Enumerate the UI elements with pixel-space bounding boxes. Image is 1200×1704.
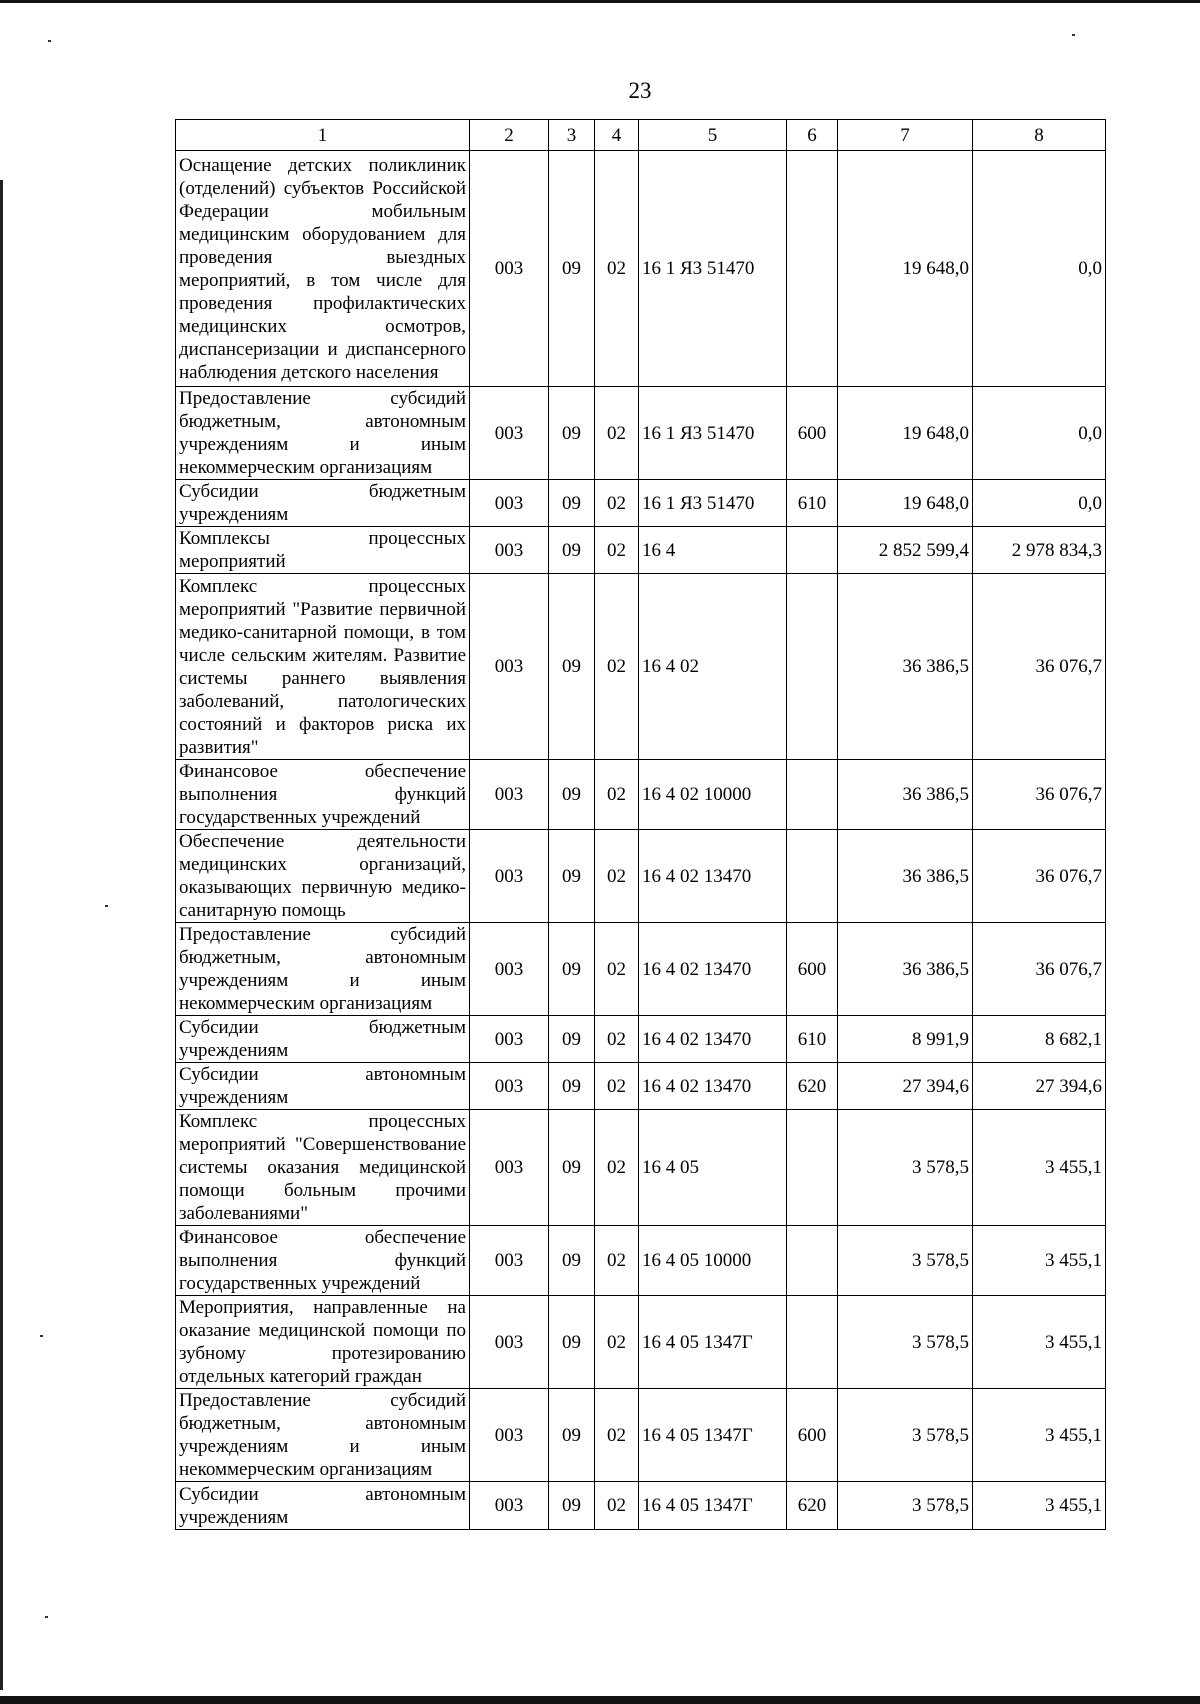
row-cell-3: 09 [549, 387, 595, 480]
row-cell-7: 19 648,0 [838, 151, 973, 387]
header-cell-7: 7 [838, 120, 973, 151]
row-cell-2: 003 [470, 151, 549, 387]
row-cell-5: 16 4 02 13470 [639, 830, 787, 923]
row-cell-2: 003 [470, 1063, 549, 1110]
scan-speck [48, 40, 51, 42]
table-row [176, 574, 1106, 760]
row-cell-7: 19 648,0 [838, 480, 973, 527]
row-name-cell: Субсидии автономным учреждениям [176, 1482, 470, 1530]
header-cell-4: 4 [595, 120, 639, 151]
row-cell-2: 003 [470, 574, 549, 760]
row-cell-8: 8 682,1 [973, 1016, 1106, 1063]
row-cell-4: 02 [595, 574, 639, 760]
table-body [176, 120, 1106, 1530]
row-cell-8: 36 076,7 [973, 574, 1106, 760]
scan-speck [1072, 34, 1075, 36]
header-cell-1: 1 [176, 120, 470, 151]
row-cell-6: 600 [787, 923, 838, 1016]
row-cell-4: 02 [595, 1296, 639, 1389]
row-cell-3: 09 [549, 151, 595, 387]
row-cell-6 [787, 760, 838, 830]
table-header-row [176, 120, 1106, 151]
row-cell-4: 02 [595, 1016, 639, 1063]
row-cell-6: 620 [787, 1482, 838, 1530]
row-cell-5: 16 4 02 [639, 574, 787, 760]
row-name-cell: Субсидии бюджетным учреждениям [176, 1016, 470, 1063]
row-cell-2: 003 [470, 527, 549, 574]
header-cell-6: 6 [787, 120, 838, 151]
table-row [176, 387, 1106, 480]
row-cell-2: 003 [470, 1016, 549, 1063]
table-row [176, 923, 1106, 1016]
row-cell-5: 16 4 [639, 527, 787, 574]
row-cell-3: 09 [549, 480, 595, 527]
row-name-cell: Оснащение детских поликлиник (отделений) субъектов Российской Федерации мобильным медицинским оборудованием для проведения выездных мероприятий, в том числе для проведения профилактических медицинских осмотров, диспансеризации и диспансерного наблюдения детского населения [176, 151, 470, 387]
row-cell-7: 36 386,5 [838, 760, 973, 830]
page-number: 23 [628, 78, 652, 103]
table-row [176, 480, 1106, 527]
row-name-cell: Предоставление субсидий бюджетным, автономным учреждениям и иным некоммерческим организациям [176, 923, 470, 1016]
row-cell-3: 09 [549, 1389, 595, 1482]
row-cell-7: 2 852 599,4 [838, 527, 973, 574]
row-cell-3: 09 [549, 1110, 595, 1226]
row-cell-6: 610 [787, 1016, 838, 1063]
row-cell-8: 36 076,7 [973, 760, 1106, 830]
row-cell-5: 16 4 05 10000 [639, 1226, 787, 1296]
row-cell-8: 3 455,1 [973, 1226, 1106, 1296]
table-row [176, 1226, 1106, 1296]
row-cell-5: 16 4 05 [639, 1110, 787, 1226]
row-cell-2: 003 [470, 923, 549, 1016]
table-row [176, 760, 1106, 830]
table-row [176, 1063, 1106, 1110]
row-cell-3: 09 [549, 923, 595, 1016]
row-cell-5: 16 4 02 13470 [639, 1016, 787, 1063]
header-cell-3: 3 [549, 120, 595, 151]
row-name-cell: Субсидии автономным учреждениям [176, 1063, 470, 1110]
row-cell-7: 27 394,6 [838, 1063, 973, 1110]
row-cell-4: 02 [595, 1226, 639, 1296]
row-cell-2: 003 [470, 1226, 549, 1296]
row-name-cell: Комплекс процессных мероприятий "Развитие первичной медико-санитарной помощи, в том числе сельским жителям. Развитие системы раннего выявления заболеваний, патологических состояний и факторов риска их развития" [176, 574, 470, 760]
row-cell-5: 16 4 05 1347Г [639, 1389, 787, 1482]
row-cell-4: 02 [595, 1110, 639, 1226]
row-cell-5: 16 1 Я3 51470 [639, 151, 787, 387]
scan-speck [105, 905, 108, 907]
row-cell-4: 02 [595, 1063, 639, 1110]
table-row [176, 1110, 1106, 1226]
row-cell-7: 8 991,9 [838, 1016, 973, 1063]
row-cell-3: 09 [549, 1296, 595, 1389]
row-cell-6: 620 [787, 1063, 838, 1110]
row-cell-6 [787, 151, 838, 387]
row-cell-5: 16 4 02 13470 [639, 923, 787, 1016]
row-cell-5: 16 4 05 1347Г [639, 1296, 787, 1389]
scan-speck [45, 1616, 48, 1618]
row-cell-7: 3 578,5 [838, 1389, 973, 1482]
row-cell-4: 02 [595, 830, 639, 923]
row-cell-7: 36 386,5 [838, 923, 973, 1016]
table-row [176, 1296, 1106, 1389]
row-cell-5: 16 4 02 13470 [639, 1063, 787, 1110]
row-cell-7: 36 386,5 [838, 830, 973, 923]
row-cell-6 [787, 1110, 838, 1226]
table-row [176, 1389, 1106, 1482]
row-name-cell: Мероприятия, направленные на оказание медицинской помощи по зубному протезированию отдельных категорий граждан [176, 1296, 470, 1389]
scan-edge-left [0, 180, 3, 1690]
row-cell-8: 36 076,7 [973, 830, 1106, 923]
row-name-cell: Комплекс процессных мероприятий "Совершенствование системы оказания медицинской помощи больным прочими заболеваниями" [176, 1110, 470, 1226]
row-cell-6 [787, 1226, 838, 1296]
row-cell-3: 09 [549, 1063, 595, 1110]
table-row [176, 1016, 1106, 1063]
row-cell-5: 16 4 02 10000 [639, 760, 787, 830]
row-cell-2: 003 [470, 1389, 549, 1482]
row-cell-3: 09 [549, 1226, 595, 1296]
budget-table [175, 119, 1106, 1530]
row-cell-7: 3 578,5 [838, 1110, 973, 1226]
row-cell-6 [787, 830, 838, 923]
header-cell-8: 8 [973, 120, 1106, 151]
row-cell-8: 27 394,6 [973, 1063, 1106, 1110]
row-cell-8: 3 455,1 [973, 1389, 1106, 1482]
scan-speck [40, 1335, 43, 1337]
row-cell-3: 09 [549, 527, 595, 574]
row-cell-2: 003 [470, 830, 549, 923]
row-cell-2: 003 [470, 1110, 549, 1226]
row-name-cell: Предоставление субсидий бюджетным, автономным учреждениям и иным некоммерческим организациям [176, 387, 470, 480]
row-name-cell: Субсидии бюджетным учреждениям [176, 480, 470, 527]
row-cell-4: 02 [595, 480, 639, 527]
row-name-cell: Обеспечение деятельности медицинских организаций, оказывающих первичную медико-санитарную помощь [176, 830, 470, 923]
row-cell-6: 600 [787, 387, 838, 480]
row-cell-3: 09 [549, 830, 595, 923]
row-cell-4: 02 [595, 1482, 639, 1530]
row-cell-5: 16 1 Я3 51470 [639, 387, 787, 480]
header-cell-2: 2 [470, 120, 549, 151]
row-cell-3: 09 [549, 574, 595, 760]
row-cell-6 [787, 527, 838, 574]
row-cell-7: 36 386,5 [838, 574, 973, 760]
row-cell-7: 3 578,5 [838, 1482, 973, 1530]
row-name-cell: Финансовое обеспечение выполнения функций государственных учреждений [176, 1226, 470, 1296]
table-row [176, 151, 1106, 387]
table-row [176, 830, 1106, 923]
row-cell-2: 003 [470, 1296, 549, 1389]
scan-edge-top [0, 0, 1200, 3]
row-cell-4: 02 [595, 387, 639, 480]
row-cell-7: 19 648,0 [838, 387, 973, 480]
row-cell-8: 3 455,1 [973, 1482, 1106, 1530]
row-name-cell: Комплексы процессных мероприятий [176, 527, 470, 574]
row-cell-7: 3 578,5 [838, 1296, 973, 1389]
row-cell-8: 0,0 [973, 151, 1106, 387]
row-cell-8: 3 455,1 [973, 1296, 1106, 1389]
row-cell-8: 3 455,1 [973, 1110, 1106, 1226]
table-row [176, 1482, 1106, 1530]
table-row [176, 527, 1106, 574]
row-name-cell: Предоставление субсидий бюджетным, автономным учреждениям и иным некоммерческим организациям [176, 1389, 470, 1482]
row-cell-3: 09 [549, 760, 595, 830]
row-cell-4: 02 [595, 527, 639, 574]
header-cell-5: 5 [639, 120, 787, 151]
row-cell-2: 003 [470, 1482, 549, 1530]
row-cell-2: 003 [470, 760, 549, 830]
row-cell-4: 02 [595, 1389, 639, 1482]
row-cell-6: 610 [787, 480, 838, 527]
row-cell-8: 36 076,7 [973, 923, 1106, 1016]
row-cell-5: 16 1 Я3 51470 [639, 480, 787, 527]
row-cell-8: 0,0 [973, 387, 1106, 480]
row-cell-8: 2 978 834,3 [973, 527, 1106, 574]
row-cell-5: 16 4 05 1347Г [639, 1482, 787, 1530]
row-cell-2: 003 [470, 480, 549, 527]
row-cell-3: 09 [549, 1482, 595, 1530]
row-cell-8: 0,0 [973, 480, 1106, 527]
row-cell-6 [787, 574, 838, 760]
row-cell-6 [787, 1296, 838, 1389]
row-cell-4: 02 [595, 151, 639, 387]
row-cell-6: 600 [787, 1389, 838, 1482]
row-cell-4: 02 [595, 760, 639, 830]
row-cell-3: 09 [549, 1016, 595, 1063]
row-name-cell: Финансовое обеспечение выполнения функций государственных учреждений [176, 760, 470, 830]
row-cell-2: 003 [470, 387, 549, 480]
scan-edge-bottom [0, 1696, 1200, 1704]
row-cell-7: 3 578,5 [838, 1226, 973, 1296]
row-cell-4: 02 [595, 923, 639, 1016]
